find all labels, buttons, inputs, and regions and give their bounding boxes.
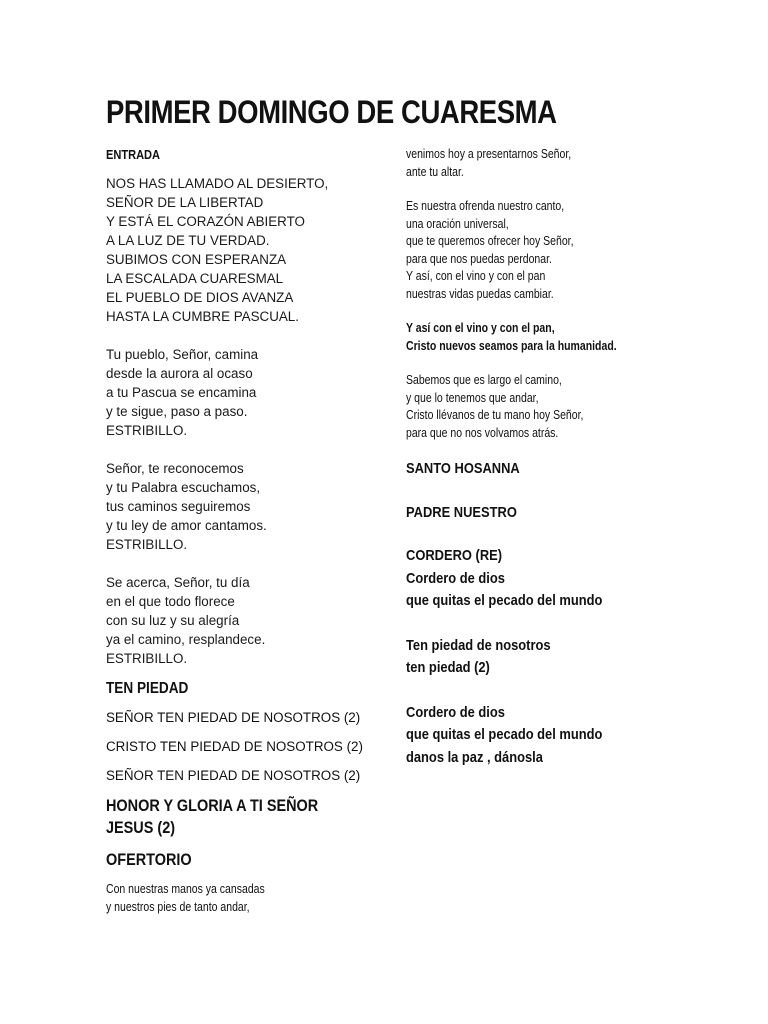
verse-line: que te queremos ofrecer hoy Señor,: [406, 234, 574, 248]
verse-line: Se acerca, Señor, tu día: [106, 575, 250, 590]
verse-line: y tu Palabra escuchamos,: [106, 480, 261, 495]
page-title: PRIMER DOMINGO DE CUARESMA: [106, 94, 557, 130]
verse-line: HASTA LA CUMBRE PASCUAL.: [106, 309, 299, 324]
verse-line: Es nuestra ofrenda nuestro canto,: [406, 199, 565, 213]
verse-line: Con nuestras manos ya cansadas: [106, 882, 265, 896]
entrada-stanza-1: [106, 174, 386, 326]
verse-line: Y así con el vino y con el pan,: [406, 321, 555, 335]
verse-line: desde la aurora al ocaso: [106, 366, 253, 381]
ofertorio-continuation-3: [406, 372, 658, 442]
verse-line: y que lo tenemos que andar,: [406, 390, 539, 405]
verse-line: ESTRIBILLO.: [106, 537, 188, 552]
verse-line: Cristo nuevos seamos para la humanidad.: [406, 338, 617, 353]
entrada-heading: ENTRADA: [106, 147, 161, 162]
cordero-block-3: [406, 702, 664, 770]
ten-piedad-line: CRISTO TEN PIEDAD DE NOSOTROS (2): [106, 739, 363, 754]
ten-piedad-line: SEÑOR TEN PIEDAD DE NOSOTROS (2): [106, 768, 361, 783]
ofertorio-heading: OFERTORIO: [106, 850, 192, 869]
heading-line: HONOR Y GLORIA A TI SEÑOR: [106, 796, 319, 815]
verse-line: Cristo llévanos de tu mano hoy Señor,: [406, 408, 584, 422]
verse-line: una oración universal,: [406, 216, 509, 231]
left-column: [106, 146, 386, 916]
ten-piedad-heading: TEN PIEDAD: [106, 680, 189, 697]
verse-line: Señor, te reconocemos: [106, 461, 244, 476]
entrada-stanza-4: [106, 573, 386, 668]
verse-line: ante tu altar.: [406, 164, 464, 179]
verse-line: nuestras vidas puedas cambiar.: [406, 286, 554, 301]
verse-line: y te sigue, paso a paso.: [106, 404, 248, 419]
verse-line: para que nos puedas perdonar.: [406, 251, 552, 266]
entrada-stanza-3: [106, 459, 386, 554]
verse-line: Cordero de dios: [406, 703, 505, 721]
verse-line: en el que todo florece: [106, 594, 235, 609]
ofertorio-refrain: [406, 320, 658, 355]
verse-line: ESTRIBILLO.: [106, 651, 188, 666]
ofertorio-continuation-2: [406, 198, 658, 303]
right-column: [406, 146, 706, 769]
verse-line: Tu pueblo, Señor, camina: [106, 347, 259, 362]
ofertorio-continuation-1: [406, 146, 658, 181]
verse-line: A LA LUZ DE TU VERDAD.: [106, 233, 270, 248]
verse-line: ya el camino, resplandece.: [106, 632, 266, 647]
verse-line: Sabemos que es largo el camino,: [406, 373, 562, 387]
verse-line: ten piedad (2): [406, 659, 490, 676]
cordero-section: [406, 545, 664, 613]
cordero-heading: CORDERO (RE): [406, 547, 503, 564]
padre-nuestro-heading: PADRE NUESTRO: [406, 504, 517, 521]
verse-line: y nuestros pies de tanto andar,: [106, 899, 250, 914]
verse-line: Y ESTÁ EL CORAZÓN ABIERTO: [106, 214, 305, 229]
verse-line: Ten piedad de nosotros: [406, 636, 551, 654]
verse-line: LA ESCALADA CUARESMAL: [106, 271, 284, 286]
verse-line: tus caminos seguiremos: [106, 499, 251, 514]
honor-gloria-heading: [106, 795, 344, 839]
verse-line: y tu ley de amor cantamos.: [106, 518, 267, 533]
verse-line: para que no nos volvamos atrás.: [406, 425, 559, 440]
entrada-stanza-2: [106, 345, 386, 440]
verse-line: SEÑOR DE LA LIBERTAD: [106, 195, 264, 210]
verse-line: EL PUEBLO DE DIOS AVANZA: [106, 290, 294, 305]
ofertorio-stanza: [106, 881, 341, 916]
verse-line: con su luz y su alegría: [106, 613, 240, 628]
verse-line: ESTRIBILLO.: [106, 423, 188, 438]
verse-line: danos la paz , dánosla: [406, 748, 543, 766]
verse-line: venimos hoy a presentarnos Señor,: [406, 147, 572, 161]
verse-line: que quitas el pecado del mundo: [406, 592, 603, 609]
verse-line: Cordero de dios: [406, 569, 505, 587]
verse-line: Y así, con el vino y con el pan: [406, 269, 546, 283]
verse-line: SUBIMOS CON ESPERANZA: [106, 252, 287, 267]
ten-piedad-line: SEÑOR TEN PIEDAD DE NOSOTROS (2): [106, 710, 361, 725]
verse-line: a tu Pascua se encamina: [106, 385, 257, 400]
santo-heading: SANTO HOSANNA: [406, 460, 520, 477]
cordero-block-2: [406, 635, 664, 680]
verse-line: NOS HAS LLAMADO AL DESIERTO,: [106, 176, 329, 191]
heading-line: JESUS (2): [106, 818, 176, 837]
verse-line: que quitas el pecado del mundo: [406, 726, 603, 743]
